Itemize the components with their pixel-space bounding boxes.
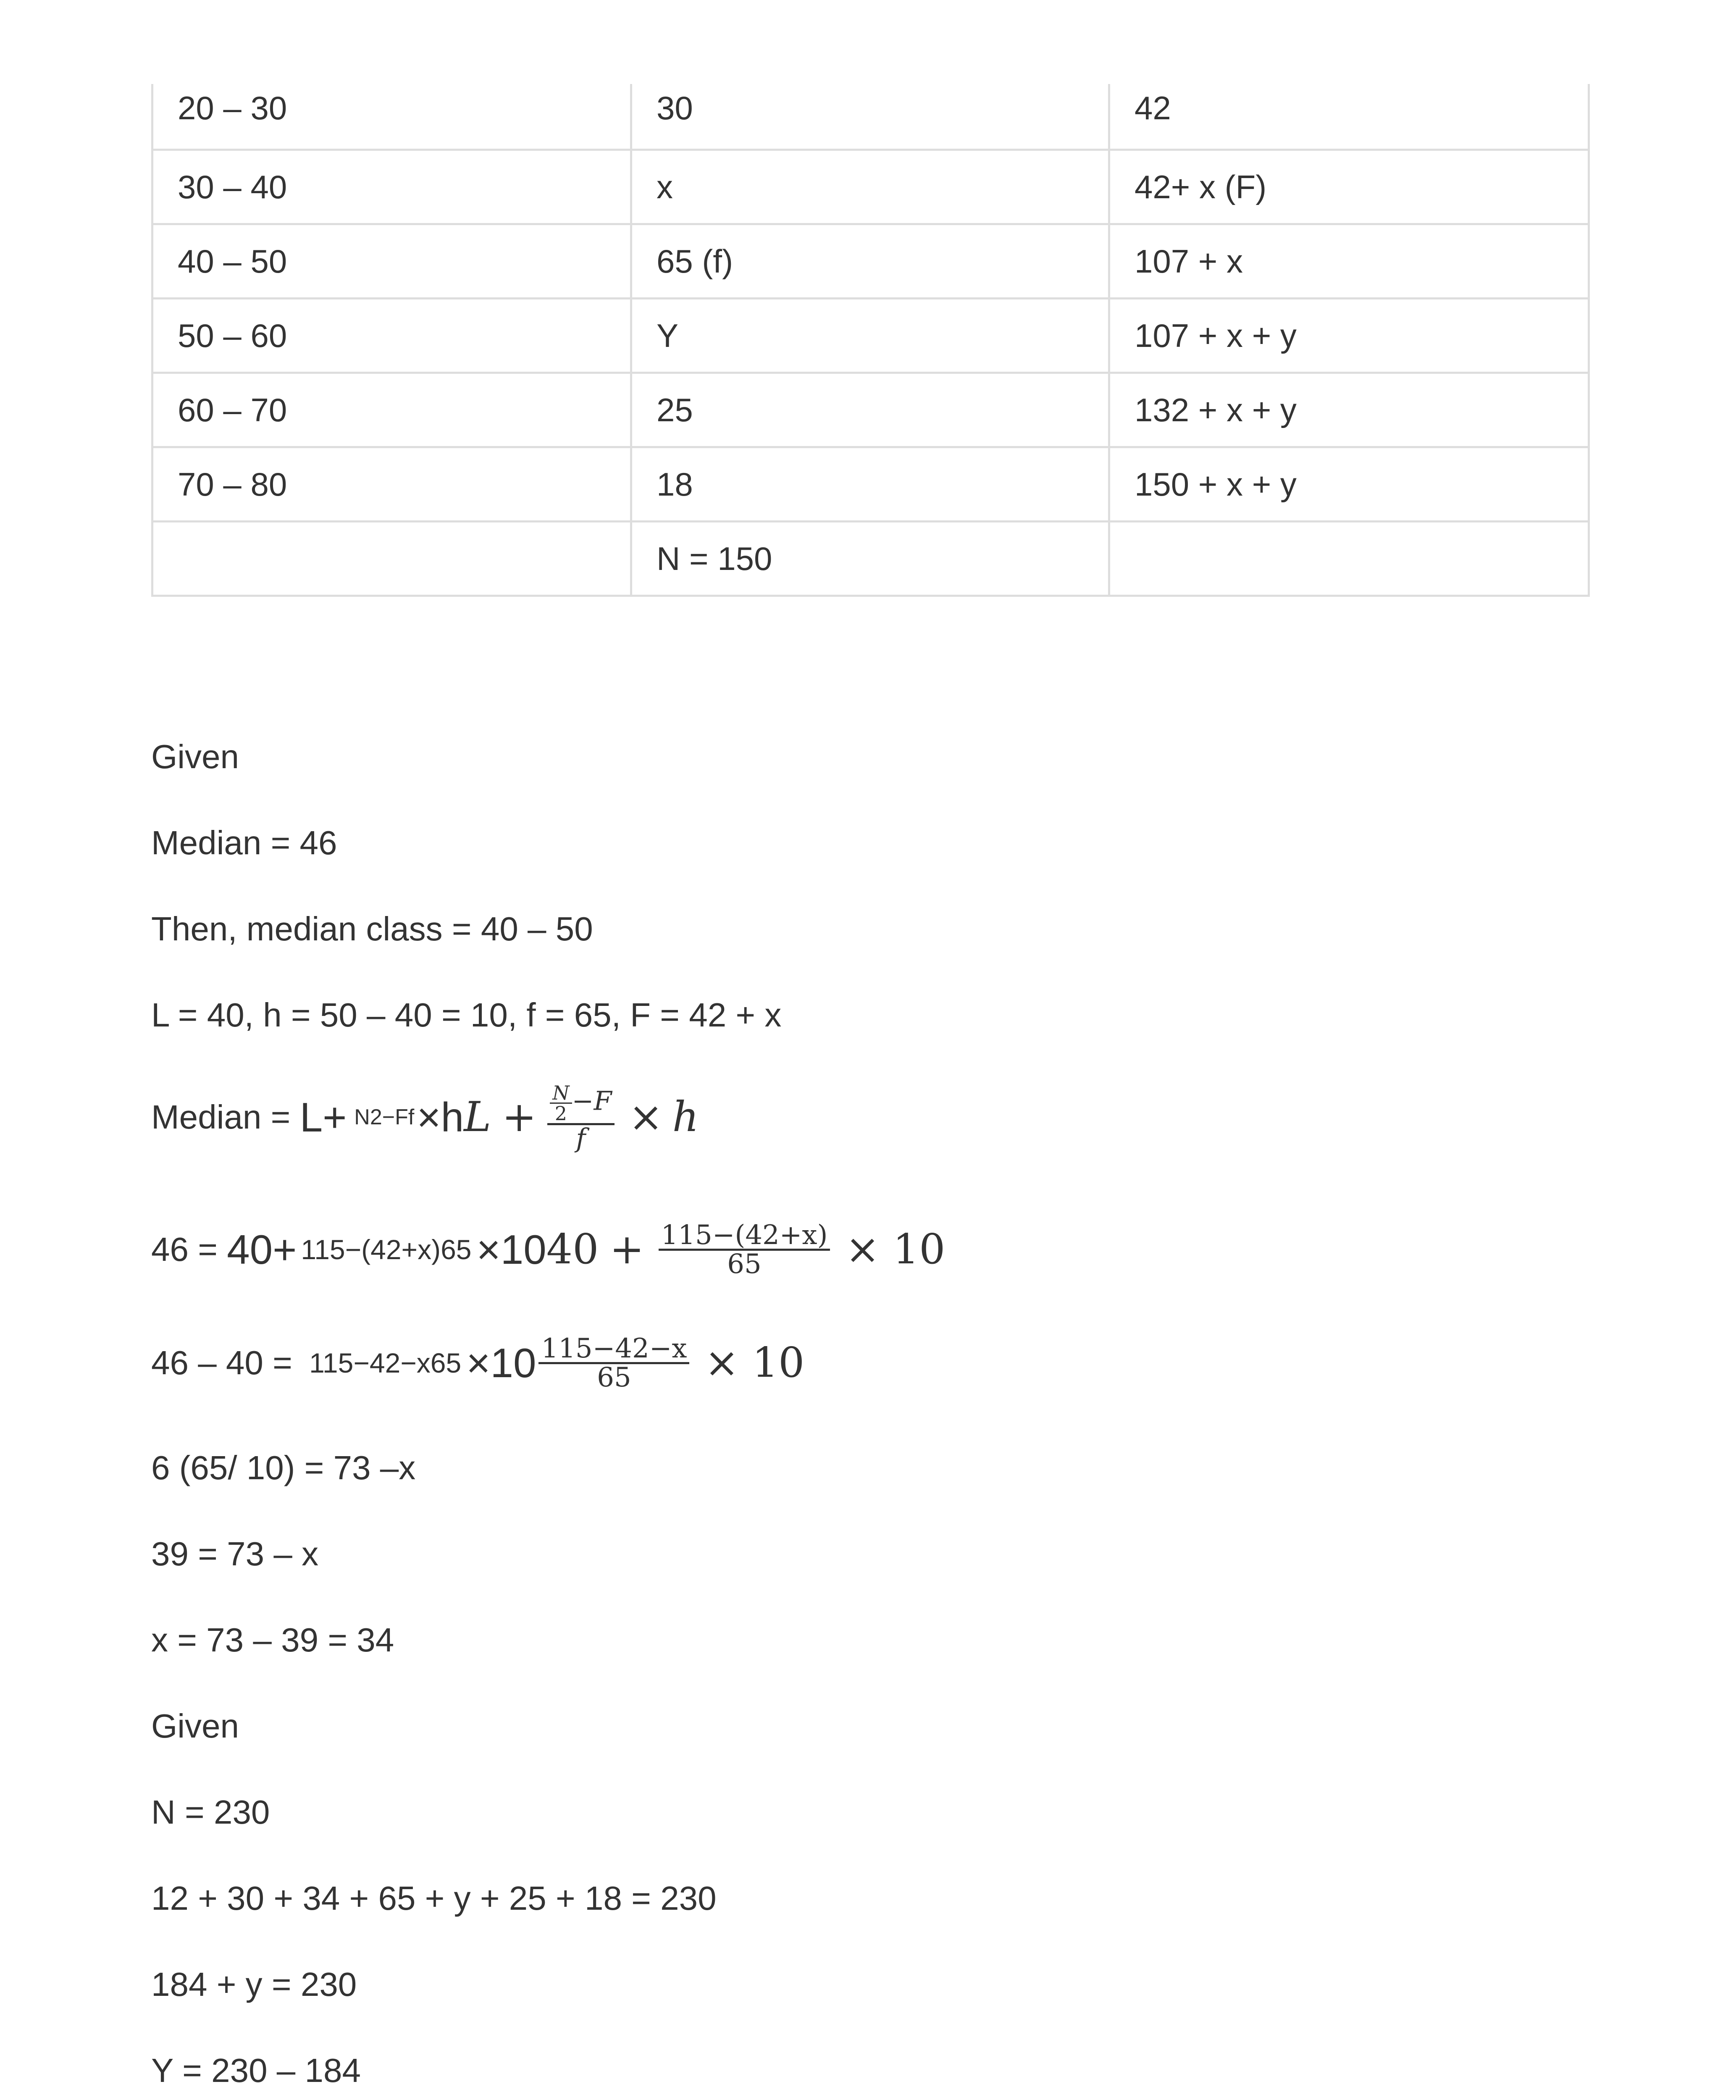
eq2-denominator: 65 [597,1362,631,1393]
frequency-cell: 65 (f) [631,224,1109,299]
eq2-numerator: 115−42−x [538,1335,689,1364]
table-row [152,447,1589,522]
formula-plain-fraction: N2−Ff [354,1105,415,1129]
class-interval-cell: 30 – 40 [152,150,631,224]
y-equation-line: Y = 230 – 184 [151,2052,361,2089]
class-interval-cell: 40 – 50 [152,224,631,299]
eq1-tex-plus: + [609,1226,644,1273]
eq2-prefix: 46 – 40 = [151,1344,302,1381]
eq1-denominator: 65 [727,1248,762,1280]
table-total-row [152,522,1589,596]
class-interval-cell: 60 – 70 [152,373,631,447]
minus-f-symbol: −F [572,1085,612,1116]
table-row [152,150,1589,224]
frequency-cell: 18 [631,447,1109,522]
equation-line: 6 (65/ 10) = 73 –x [151,1449,416,1486]
formula-plain-l: L+ [299,1094,347,1140]
median-formula [151,1071,699,1163]
eq1-tex-times: × 10 [845,1226,945,1273]
formula-tex-fraction [547,1083,614,1151]
eq2-plain-fraction: 115−42−x65 [309,1347,462,1378]
frequency-cell: x [631,150,1109,224]
parameters-line: L = 40, h = 50 – 40 = 10, f = 65, F = 42 + x [151,996,782,1034]
n-total-line: N = 230 [151,1793,270,1831]
table-row [152,373,1589,447]
formula-plain-times: ×h [417,1094,464,1140]
frequency-cell: Y [631,299,1109,373]
frequency-table [151,84,1590,597]
cumulative-frequency-cell [1109,522,1589,596]
formula-prefix: Median = [151,1098,300,1136]
fraction-numerator [547,1083,614,1125]
cumulative-frequency-cell: 107 + x [1109,224,1589,299]
total-frequency-cell: N = 150 [631,522,1109,596]
cumulative-frequency-cell: 107 + x + y [1109,299,1589,373]
table-row [152,224,1589,299]
n-over-2 [550,1083,572,1123]
sum-equation-line: 184 + y = 230 [151,1966,357,2003]
median-value: Median = 46 [151,824,337,861]
equation-46-minus-40 [151,1321,804,1405]
eq2-plain-times: ×10 [466,1340,536,1386]
class-interval-cell: 20 – 30 [152,84,631,150]
formula-tex-h: h [672,1093,699,1141]
formula-tex-times: × [628,1093,663,1141]
formula-tex-plus: + [502,1093,537,1141]
given-heading: Given [151,1707,239,1745]
frequency-cell: 25 [631,373,1109,447]
eq1-tex-fraction [659,1219,830,1280]
cumulative-frequency-cell: 132 + x + y [1109,373,1589,447]
class-interval-cell: 70 – 80 [152,447,631,522]
eq1-prefix: 46 = [151,1231,227,1268]
frequency-cell: 30 [631,84,1109,150]
class-interval-cell [152,522,631,596]
cumulative-frequency-cell: 150 + x + y [1109,447,1589,522]
eq1-plain-times: ×10 [476,1226,546,1273]
formula-tex-l: L [464,1093,491,1141]
table-row [152,299,1589,373]
equation-line: 39 = 73 – x [151,1535,319,1572]
x-result-line: x = 73 – 39 = 34 [151,1621,394,1659]
eq1-numerator: 115−(42+x) [659,1222,830,1251]
eq2-tex-times: × 10 [704,1339,805,1387]
table-row [152,84,1589,150]
n-symbol: N [550,1083,572,1104]
given-heading: Given [151,738,239,775]
eq1-tex-40: 40 [546,1226,599,1273]
fraction-denominator: f [576,1123,586,1153]
eq2-tex-fraction [538,1335,689,1391]
median-class-line: Then, median class = 40 – 50 [151,910,593,948]
cumulative-frequency-cell: 42+ x (F) [1109,150,1589,224]
equation-46 [151,1208,945,1292]
eq1-plain-40: 40+ [227,1226,297,1273]
cumulative-frequency-cell: 42 [1109,84,1589,150]
sum-equation-line: 12 + 30 + 34 + 65 + y + 25 + 18 = 230 [151,1880,717,1917]
two-symbol: 2 [554,1102,567,1125]
class-interval-cell: 50 – 60 [152,299,631,373]
eq1-plain-fraction: 115−(42+x)65 [301,1234,472,1265]
